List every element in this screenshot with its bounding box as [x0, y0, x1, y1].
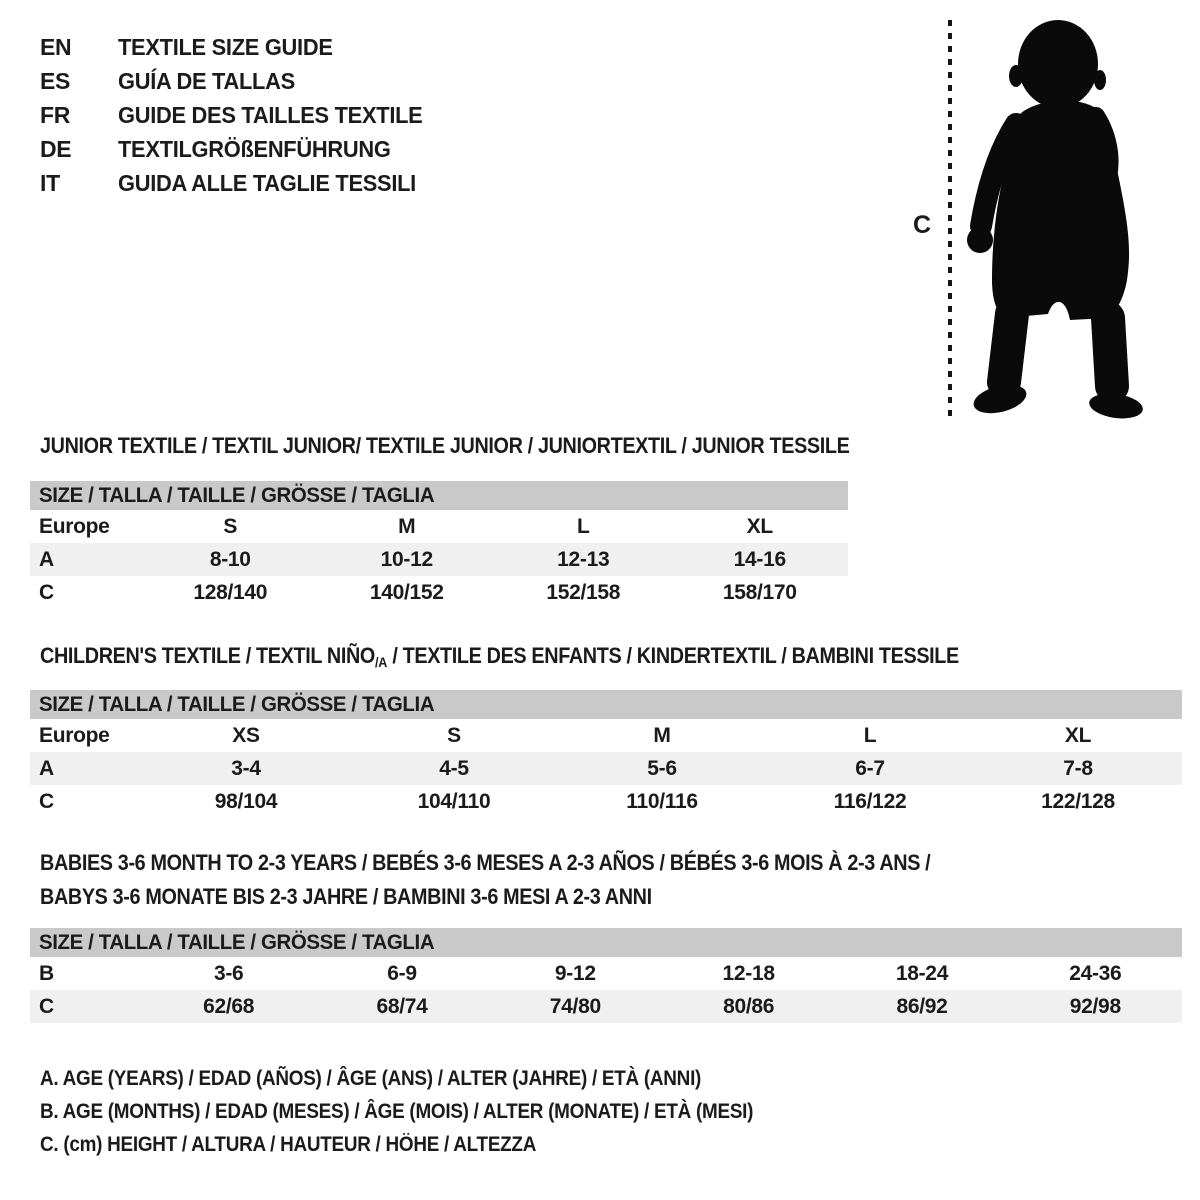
cell: 92/98 — [1069, 994, 1121, 1018]
cell: L — [576, 514, 590, 538]
language-row-es — [40, 64, 439, 98]
cell: 86/92 — [896, 994, 948, 1018]
cell: 8-10 — [209, 547, 251, 571]
language-code: IT — [40, 169, 60, 196]
cell: 110/116 — [626, 789, 698, 813]
cell: 158/170 — [722, 580, 797, 604]
language-code: ES — [40, 67, 71, 94]
cell: 14-16 — [733, 547, 786, 571]
language-row-it — [40, 166, 439, 200]
row-label: A — [39, 756, 54, 780]
row-label: A — [39, 547, 54, 571]
cell: 128/140 — [193, 580, 268, 604]
language-row-en — [40, 30, 439, 64]
cell: XL — [1064, 723, 1092, 747]
language-title: TEXTILGRÖßENFÜHRUNG — [118, 135, 391, 162]
row-label: C — [39, 580, 54, 604]
language-title: TEXTILE SIZE GUIDE — [118, 33, 333, 60]
legend-line-a: A. AGE (YEARS) / EDAD (AÑOS) / ÂGE (ANS) / ALTER (JAHRE) / ETÀ (ANNI) — [40, 1066, 702, 1090]
language-title: GUIDE DES TAILLES TEXTILE — [118, 101, 423, 128]
table-header-size: SIZE / TALLA / TAILLE / GRÖSSE / TAGLIA — [30, 690, 1182, 719]
language-code: DE — [40, 135, 72, 162]
language-code: FR — [40, 101, 71, 128]
cell: 104/110 — [417, 789, 491, 813]
legend-line-b: B. AGE (MONTHS) / EDAD (MESES) / ÂGE (MOIS) / ALTER (MONATE) / ETÀ (MESI) — [40, 1099, 754, 1123]
table-row-age — [30, 543, 848, 576]
cell: 3-4 — [231, 756, 261, 780]
section-heading-babies: BABIES 3-6 MONTH TO 2-3 YEARS / BEBÉS 3-6 MESES A 2-3 AÑOS / BÉBÉS 3-6 MOIS À 2-3 ANS / BABYS 3-6 MONATE BIS 2-3 JAHRE / BAMBINI 3-6 MESI A 2-3 ANNI — [40, 850, 931, 909]
cell: 24-36 — [1069, 961, 1122, 985]
cell: 3-6 — [213, 961, 244, 985]
section-heading-junior: JUNIOR TEXTILE / TEXTIL JUNIOR/ TEXTILE JUNIOR / JUNIORTEXTIL / JUNIOR TESSILE — [40, 433, 850, 458]
cell: 74/80 — [549, 994, 601, 1018]
language-code: EN — [40, 33, 72, 60]
legend — [40, 1062, 832, 1161]
language-title: GUÍA DE TALLAS — [118, 67, 295, 94]
cell: 68/74 — [376, 994, 428, 1018]
row-label: Europe — [39, 514, 110, 538]
language-title: GUIDA ALLE TAGLIE TESSILI — [118, 169, 416, 196]
cell: 18-24 — [895, 961, 949, 985]
cell: 5-6 — [647, 756, 677, 780]
toddler-silhouette-icon — [940, 14, 1150, 420]
row-label: B — [39, 961, 54, 985]
babies-size-table — [30, 928, 1182, 1023]
table-row-europe — [30, 719, 1182, 752]
row-label: C — [39, 789, 54, 813]
cell: 12-18 — [722, 961, 775, 985]
language-list — [40, 30, 439, 200]
section-heading-children: CHILDREN'S TEXTILE / TEXTIL NIÑO/A / TEXTILE DES ENFANTS / KINDERTEXTIL / BAMBINI TESSILE — [40, 643, 959, 670]
cell: XS — [232, 723, 260, 747]
cell: 140/152 — [369, 580, 444, 604]
cell: 152/158 — [546, 580, 621, 604]
cell: 122/128 — [1041, 789, 1115, 813]
language-row-fr — [40, 98, 439, 132]
heading-subscript: /A — [374, 654, 388, 670]
cell: 12-13 — [557, 547, 610, 571]
table-header-size: SIZE / TALLA / TAILLE / GRÖSSE / TAGLIA — [30, 481, 848, 510]
cell: 62/68 — [203, 994, 255, 1018]
cell: 80/86 — [723, 994, 775, 1018]
children-size-table — [30, 690, 1182, 818]
cell: 6-9 — [387, 961, 417, 985]
cell: M — [653, 723, 671, 747]
cell: 7-8 — [1063, 756, 1093, 780]
legend-line-c: C. (cm) HEIGHT / ALTURA / HAUTEUR / HÖHE / ALTEZZA — [40, 1132, 537, 1156]
cell: S — [447, 723, 461, 747]
language-row-de — [40, 132, 439, 166]
row-label: C — [39, 994, 54, 1018]
cell: 116/122 — [833, 789, 907, 813]
row-label: Europe — [39, 723, 110, 747]
table-row-age — [30, 752, 1182, 785]
cell: S — [223, 514, 238, 538]
table-row-height — [30, 785, 1182, 818]
cell: 9-12 — [554, 961, 596, 985]
junior-size-table — [30, 481, 848, 609]
cell: 4-5 — [439, 756, 469, 780]
cell: 6-7 — [855, 756, 885, 780]
cell: M — [398, 514, 416, 538]
cell: L — [863, 723, 877, 747]
cell: 98/104 — [214, 789, 278, 813]
cell: 10-12 — [380, 547, 433, 571]
table-row-europe — [30, 510, 848, 543]
cell: XL — [746, 514, 773, 538]
table-row-height — [30, 990, 1182, 1023]
table-header-size: SIZE / TALLA / TAILLE / GRÖSSE / TAGLIA — [30, 928, 1182, 957]
table-row-months — [30, 957, 1182, 990]
height-measure-label: C — [913, 211, 932, 239]
table-row-height — [30, 576, 848, 609]
